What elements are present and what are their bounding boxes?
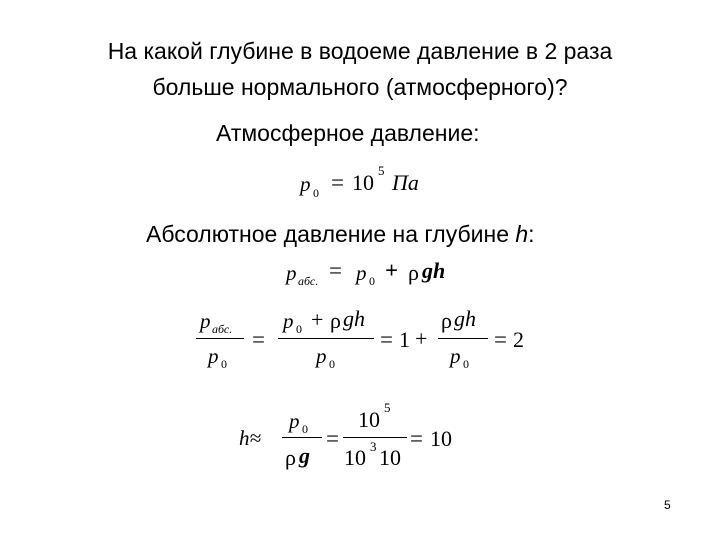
equals-sign: = [326,426,339,451]
subscript-zero: 0 [302,422,308,436]
slide-title-line-2: больше нормального (атмосферного)? [152,74,568,100]
equals-sign: = [329,258,342,283]
slide-title-line-1: На какой глубине в водоеме давление в 2 раза [107,38,613,64]
equals-sign: = [410,426,423,451]
page-number: 5 [664,498,671,512]
symbol-p: p [300,172,311,196]
symbol-gh: gh [343,306,365,331]
symbol-h-approx: h≈ [239,426,262,450]
symbol-p: p [286,261,297,285]
symbol-p: p [208,344,219,368]
fraction-bar [278,338,374,339]
symbol-p: p [316,344,327,368]
equals-sign: = [252,327,265,352]
subscript-zero: 0 [313,186,319,200]
number-one: 1 [399,327,410,352]
subscript-zero: 0 [369,274,375,288]
subscript-abs: абс. [212,322,233,336]
fraction-bar [196,338,244,339]
symbol-p: p [283,309,294,333]
symbol-rho: ρ [330,308,341,333]
subscript-zero: 0 [463,357,469,371]
number-two: 2 [513,327,524,352]
plus-sign: + [385,258,399,283]
plus-sign: + [311,307,324,332]
symbol-rho: ρ [285,445,296,470]
symbol-p: p [200,309,211,333]
subscript-zero: 0 [221,357,227,371]
symbol-rho: ρ [408,260,419,285]
symbol-gh: gh [454,306,476,331]
symbol-gh: gh [422,258,446,283]
atmospheric-pressure-heading: Атмосферное давление: [216,120,480,146]
symbol-p: p [356,261,367,285]
fraction-bar [438,338,488,339]
abs-heading-colon: : [528,221,535,247]
number-ten: 10 [352,170,374,195]
unit-pascal: Па [392,170,419,195]
abs-heading-variable: h [515,221,529,247]
abs-heading-text: Абсолютное давление на глубине [146,221,516,247]
plus-sign: + [415,326,428,351]
number-ten: 10 [344,445,366,470]
symbol-rho: ρ [441,308,452,333]
exponent-three: 3 [370,439,377,454]
number-ten: 10 [358,407,380,432]
subscript-zero: 0 [296,322,302,336]
equals-sign: = [331,170,344,195]
exponent-five: 5 [378,163,385,178]
number-ten: 10 [379,445,401,470]
fraction-bar [343,437,407,438]
symbol-p: p [450,344,461,368]
subscript-abs: абс. [298,274,319,288]
absolute-pressure-heading [146,220,535,248]
equals-sign: = [494,327,507,352]
equals-sign: = [380,327,393,352]
subscript-zero: 0 [329,357,335,371]
fraction-bar [282,437,322,438]
exponent-five: 5 [384,400,391,415]
symbol-g: g [299,443,310,468]
symbol-p: p [289,409,300,433]
number-ten: 10 [430,426,452,451]
